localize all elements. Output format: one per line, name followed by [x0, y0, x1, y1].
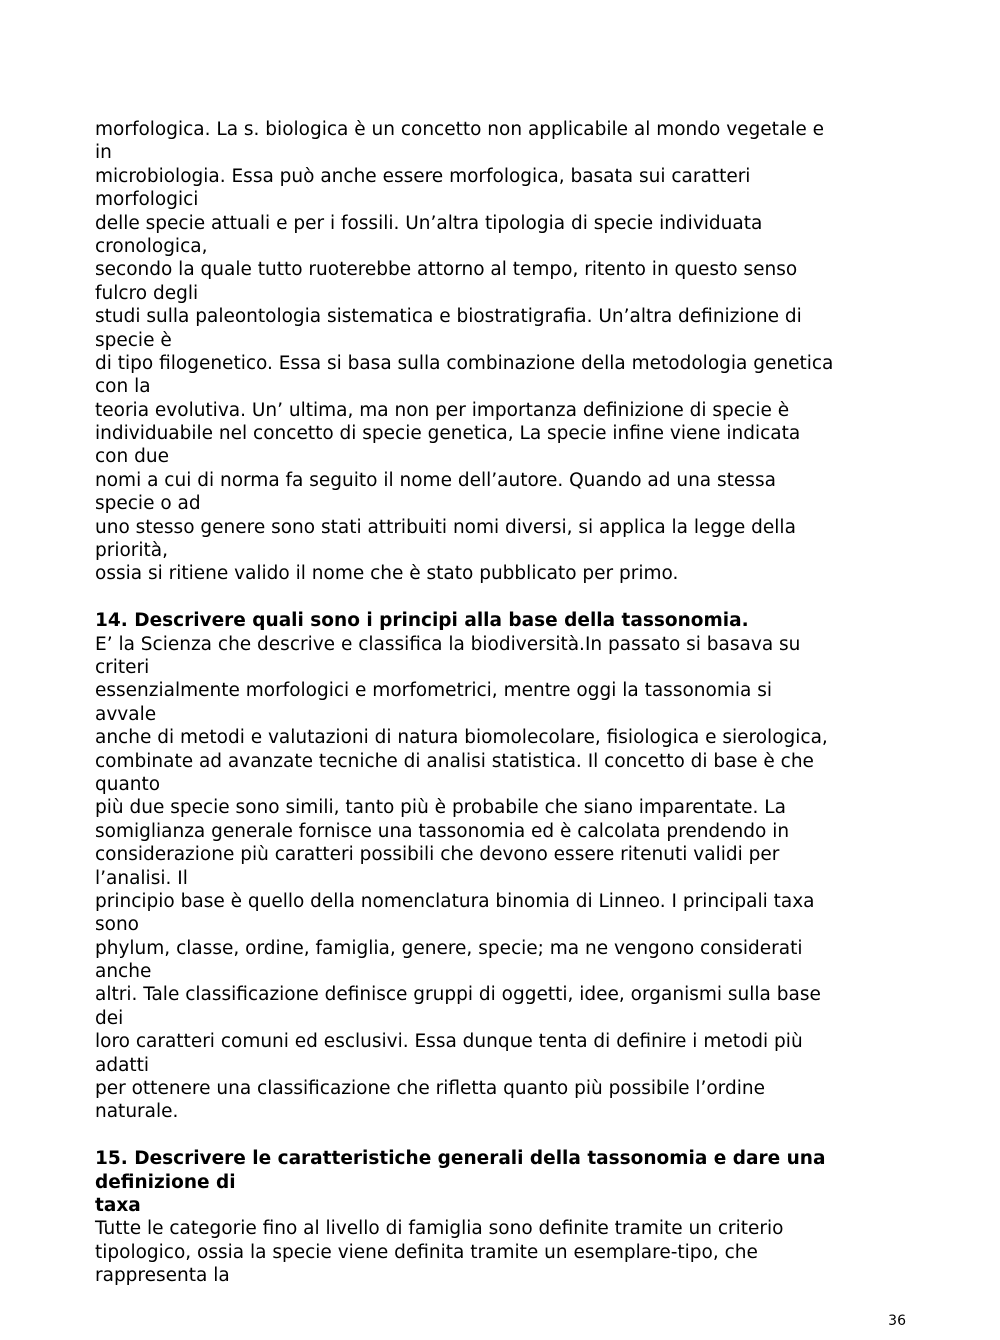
text-line: dei: [95, 1007, 124, 1029]
text-line: studi sulla paleontologia sistematica e biostratigrafia. Un’altra definizione di: [95, 306, 802, 328]
text-line: criteri: [95, 656, 150, 678]
text-line: principio base è quello della nomenclatura binomia di Linneo. I principali taxa: [95, 890, 815, 912]
paragraph-spacer: [95, 1124, 925, 1147]
text-line: di tipo filogenetico. Essa si basa sulla combinazione della metodologia genetica: [95, 352, 834, 374]
text-line: cronologica,: [95, 235, 208, 257]
paragraph-spacer: [95, 586, 925, 609]
section-15-heading: [95, 1147, 925, 1217]
text-line: loro caratteri comuni ed esclusivi. Essa dunque tenta di definire i metodi più: [95, 1031, 803, 1053]
text-line: phylum, classe, ordine, famiglia, genere, specie; ma ne vengono considerati: [95, 937, 803, 959]
text-line: altri. Tale classificazione definisce gruppi di oggetti, idee, organismi sulla base: [95, 984, 821, 1006]
text-line: combinate ad avanzate tecniche di analisi statistica. Il concetto di base è che: [95, 750, 814, 772]
text-line: secondo la quale tutto ruoterebbe attorno al tempo, ritento in questo senso: [95, 259, 798, 281]
text-line: Tutte le categorie fino al livello di famiglia sono definite tramite un criterio: [95, 1218, 784, 1240]
page-body: [95, 118, 925, 1288]
text-line: per ottenere una classificazione che rifletta quanto più possibile l’ordine: [95, 1078, 765, 1100]
text-line: uno stesso genere sono stati attribuiti nomi diversi, si applica la legge della: [95, 516, 796, 538]
text-line: nomi a cui di norma fa seguito il nome dell’autore. Quando ad una stessa: [95, 469, 776, 491]
section-14: [95, 609, 925, 1124]
paragraph-intro: [95, 118, 925, 586]
text-line: avvale: [95, 703, 157, 725]
text-line: somiglianza generale fornisce una tassonomia ed è calcolata prendendo in: [95, 820, 790, 842]
text-line: specie o ad: [95, 493, 201, 515]
text-line: morfologica. La s. biologica è un concetto non applicabile al mondo vegetale e: [95, 119, 825, 140]
text-line: fulcro degli: [95, 282, 199, 304]
text-line: teoria evolutiva. Un’ ultima, ma non per importanza definizione di specie è: [95, 399, 790, 421]
text-line: con due: [95, 446, 169, 468]
heading-line: 14. Descrivere quali sono i principi alla base della tassonomia.: [95, 610, 749, 632]
section-15: [95, 1147, 925, 1287]
text-line: quanto: [95, 773, 161, 795]
section-14-heading: [95, 609, 925, 632]
text-line: più due specie sono simili, tanto più è probabile che siano imparentate. La: [95, 797, 786, 819]
heading-line: 15. Descrivere le caratteristiche generali della tassonomia e dare una: [95, 1148, 826, 1170]
text-line: considerazione più caratteri possibili che devono essere ritenuti validi per: [95, 844, 780, 866]
page-number: 36: [888, 1313, 906, 1329]
text-line: priorità,: [95, 540, 169, 562]
text-line: rappresenta la: [95, 1265, 230, 1287]
text-line: l’analisi. Il: [95, 867, 188, 889]
text-line: in: [95, 142, 112, 164]
text-line: E’ la Scienza che descrive e classifica la biodiversità.In passato si basava su: [95, 633, 801, 655]
text-line: adatti: [95, 1054, 150, 1076]
text-line: con la: [95, 376, 151, 398]
text-line: specie è: [95, 329, 172, 351]
text-line: tipologico, ossia la specie viene definita tramite un esemplare-tipo, che: [95, 1241, 758, 1263]
text-line: naturale.: [95, 1101, 179, 1123]
text-line: anche di metodi e valutazioni di natura biomolecolare, fisiologica e sierologica,: [95, 727, 828, 749]
text-line: morfologici: [95, 189, 199, 211]
text-line: anche: [95, 961, 152, 983]
heading-line: taxa: [95, 1194, 141, 1216]
text-line: individuabile nel concetto di specie genetica, La specie infine viene indicata: [95, 423, 801, 445]
text-line: delle specie attuali e per i fossili. Un’altra tipologia di specie individuata: [95, 212, 763, 234]
section-15-body: [95, 1217, 925, 1287]
text-line: ossia si ritiene valido il nome che è stato pubblicato per primo.: [95, 563, 679, 585]
text-line: essenzialmente morfologici e morfometrici, mentre oggi la tassonomia si: [95, 680, 772, 702]
section-14-body: [95, 633, 925, 1124]
text-line: sono: [95, 914, 140, 936]
text-line: microbiologia. Essa può anche essere morfologica, basata sui caratteri: [95, 165, 751, 187]
heading-line: definizione di: [95, 1171, 236, 1193]
